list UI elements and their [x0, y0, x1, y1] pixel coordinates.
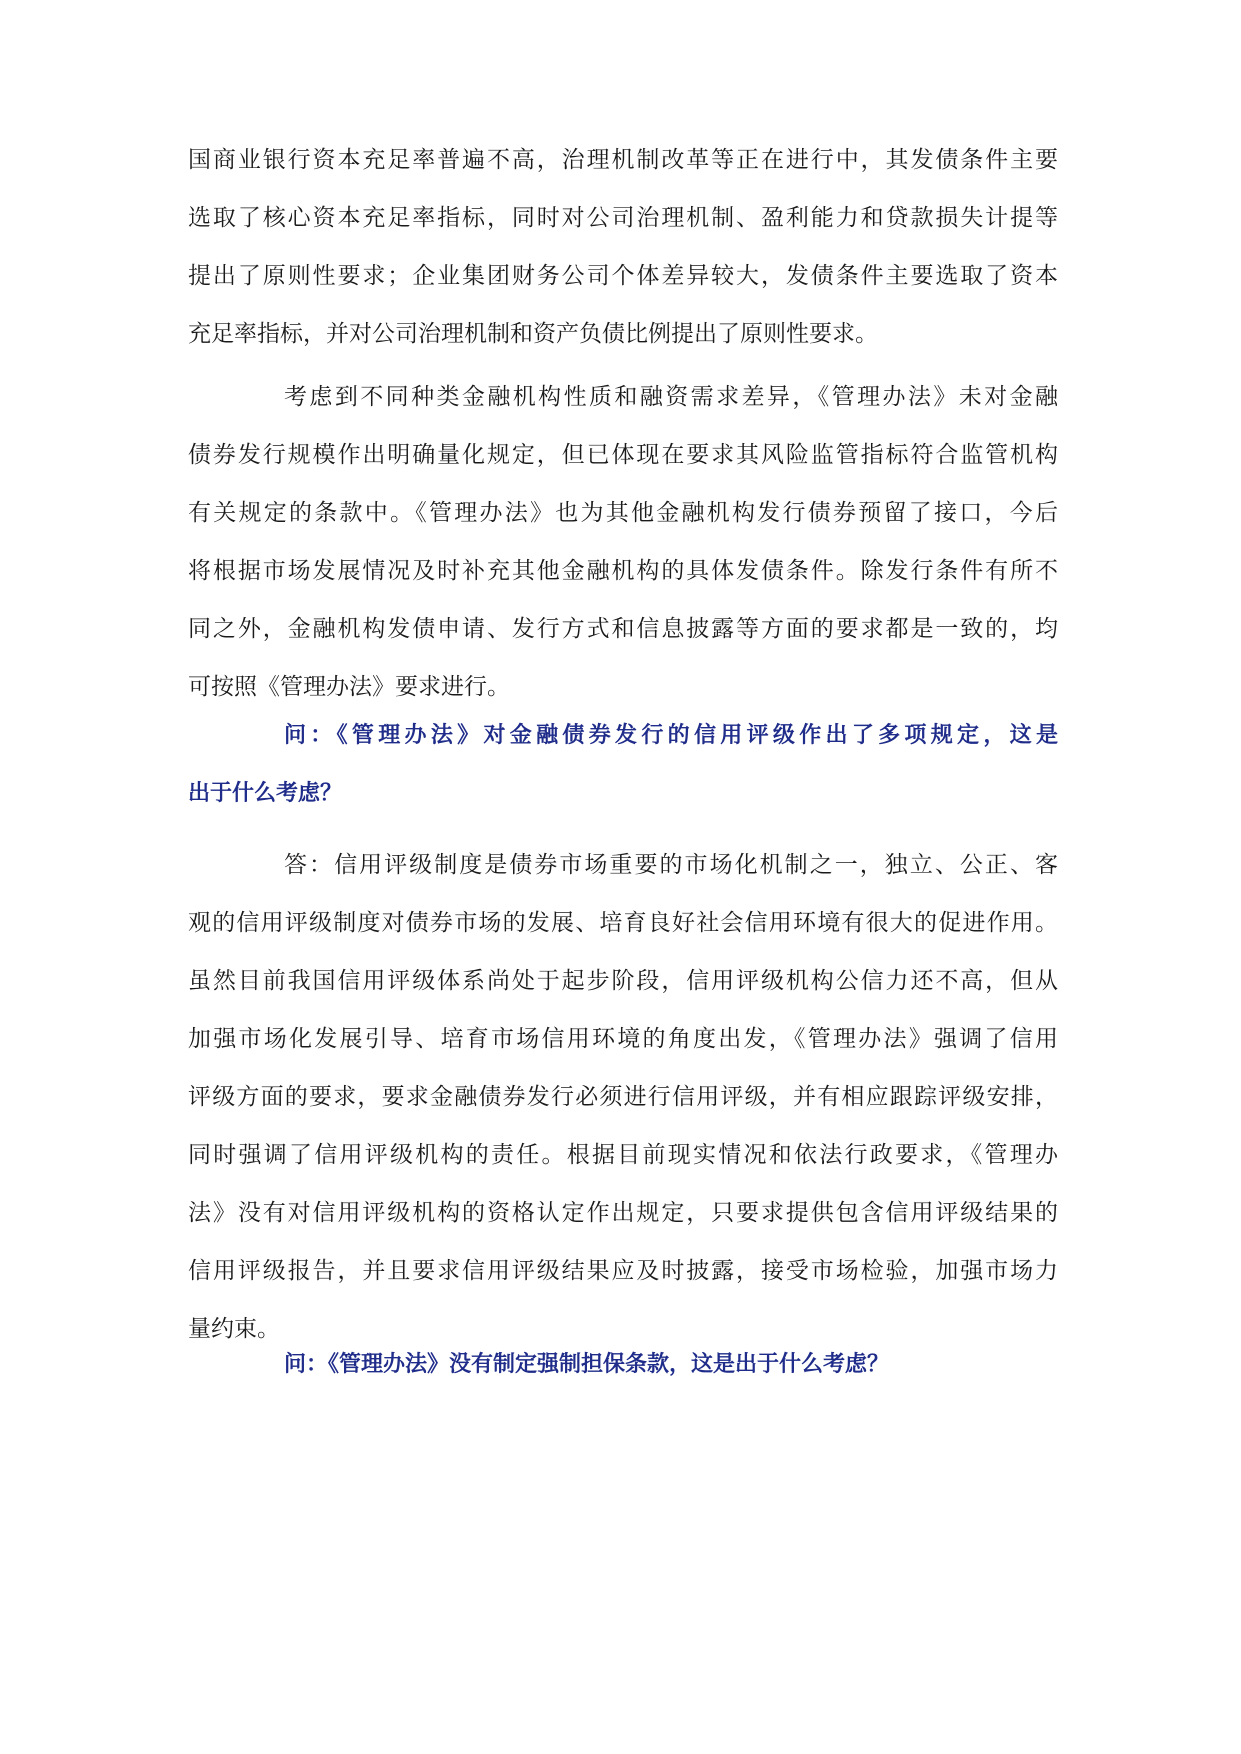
text-line: 同时强调了信用评级机构的责任。根据目前现实情况和依法行政要求，《管理办: [188, 1142, 1058, 1168]
text-line: 考虑到不同种类金融机构性质和融资需求差异，《管理办法》未对金融: [284, 384, 1058, 410]
answer-credit-rating: [188, 836, 1058, 1358]
question-line: 问：《管理办法》没有制定强制担保条款，这是出于什么考虑？: [284, 1352, 890, 1377]
text-line: 选取了核心资本充足率指标，同时对公司治理机制、盈利能力和贷款损失计提等: [188, 205, 1058, 231]
text-line: 债券发行规模作出明确量化规定，但已体现在要求其风险监管指标符合监管机构: [188, 442, 1058, 468]
text-line: 答：信用评级制度是债券市场重要的市场化机制之一，独立、公正、客: [284, 852, 1058, 878]
text-line: 国商业银行资本充足率普遍不高，治理机制改革等正在进行中，其发债条件主要: [188, 147, 1058, 173]
paragraph-continuation: [188, 131, 1058, 363]
question-line: 出于什么考虑？: [188, 781, 343, 806]
text-line: 法》没有对信用评级机构的资格认定作出规定，只要求提供包含信用评级结果的: [188, 1200, 1058, 1226]
text-line: 观的信用评级制度对债券市场的发展、培育良好社会信用环境有很大的促进作用。: [188, 910, 1058, 936]
text-line: 可按照《管理办法》要求进行。: [188, 674, 510, 700]
text-line: 信用评级报告，并且要求信用评级结果应及时披露，接受市场检验，加强市场力: [188, 1258, 1058, 1284]
paragraph-institution-differences: [188, 368, 1058, 716]
question-line: 问：《管理办法》对金融债券发行的信用评级作出了多项规定，这是: [284, 723, 1058, 748]
text-line: 同之外，金融机构发债申请、发行方式和信息披露等方面的要求都是一致的，均: [188, 616, 1058, 642]
question-guarantee: [188, 1336, 1058, 1394]
text-line: 加强市场化发展引导、培育市场信用环境的角度出发，《管理办法》强调了信用: [188, 1026, 1058, 1052]
question-credit-rating: [188, 707, 1058, 823]
text-line: 虽然目前我国信用评级体系尚处于起步阶段，信用评级机构公信力还不高，但从: [188, 968, 1058, 994]
text-line: 提出了原则性要求；企业集团财务公司个体差异较大，发债条件主要选取了资本: [188, 263, 1058, 289]
text-line: 有关规定的条款中。《管理办法》也为其他金融机构发行债券预留了接口，今后: [188, 500, 1058, 526]
text-line: 评级方面的要求，要求金融债券发行必须进行信用评级，并有相应跟踪评级安排，: [188, 1084, 1058, 1110]
text-line: 量约束。: [188, 1316, 280, 1342]
text-line: 充足率指标，并对公司治理机制和资产负债比例提出了原则性要求。: [188, 321, 878, 347]
text-line: 将根据市场发展情况及时补充其他金融机构的具体发债条件。除发行条件有所不: [188, 558, 1058, 584]
